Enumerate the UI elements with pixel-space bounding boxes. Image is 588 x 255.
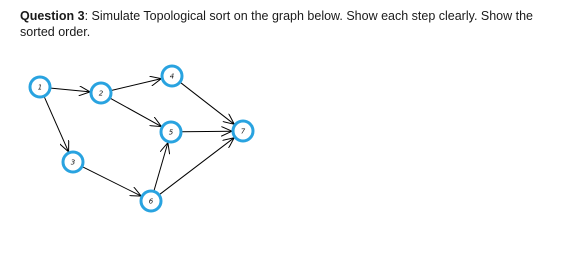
edge-2-to-5	[111, 98, 162, 126]
nodes-layer	[30, 66, 253, 211]
node-label-6: 6	[148, 197, 154, 206]
node-3	[63, 152, 83, 172]
edge-4-to-7	[181, 83, 235, 125]
edge-3-to-6	[83, 167, 141, 196]
question-body: : Simulate Topological sort on the graph below. Show each step clearly. Show the sorted order.	[20, 9, 534, 39]
node-label-1: 1	[37, 83, 43, 92]
node-7	[233, 121, 253, 141]
node-4	[162, 66, 182, 86]
node-2	[91, 83, 111, 103]
node-1	[30, 77, 50, 97]
node-label-5: 5	[168, 128, 174, 137]
edge-1-to-3	[44, 97, 68, 152]
node-5	[161, 122, 181, 142]
node-label-7: 7	[240, 127, 246, 136]
edge-2-to-4	[112, 79, 162, 91]
question-label: Question 3	[20, 9, 85, 23]
edge-6-to-7	[160, 138, 234, 195]
edges-layer	[44, 79, 234, 197]
edge-5-to-7	[182, 131, 232, 132]
node-6	[141, 191, 161, 211]
edge-1-to-2	[51, 88, 90, 92]
node-label-3: 3	[70, 158, 76, 167]
edge-6-to-5	[154, 143, 168, 191]
node-label-2: 2	[98, 89, 104, 98]
node-label-4: 4	[169, 72, 175, 81]
